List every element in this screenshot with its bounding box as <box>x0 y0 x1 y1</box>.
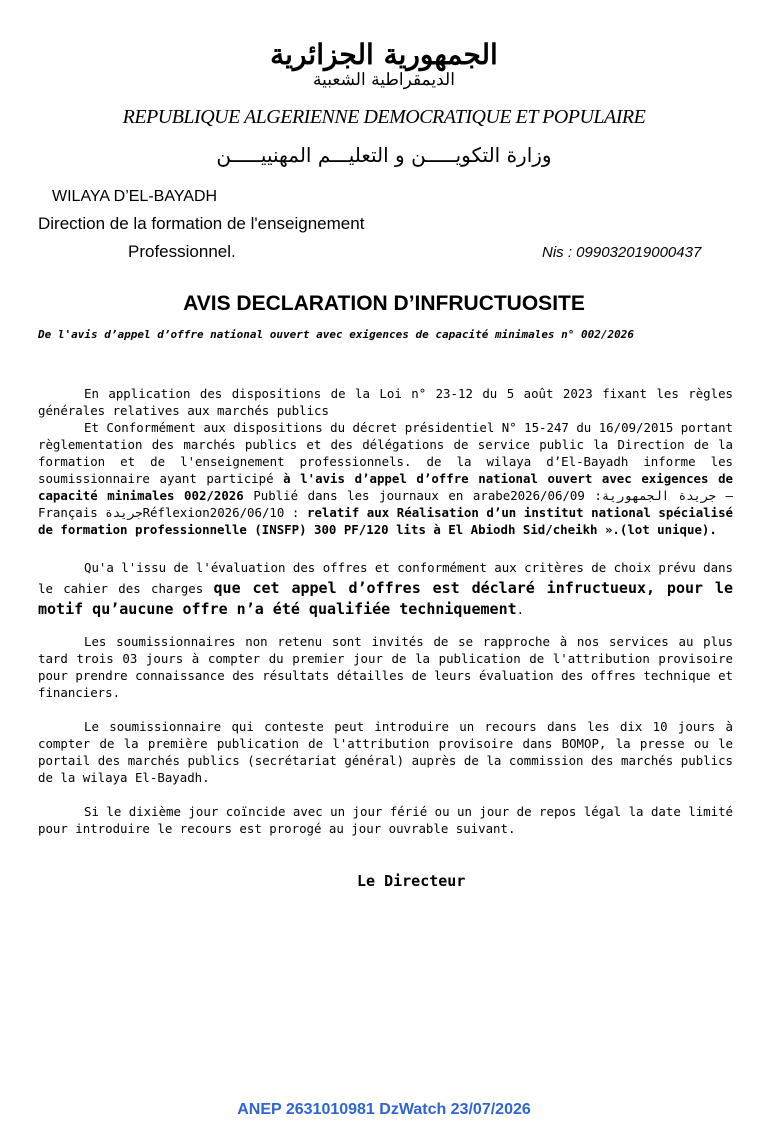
p1-decree-text: Et Conformément aux dispositions du décret présidentiel N° 15-247 du 16/09/2015 portant règlementation des marchés publics et des délégations de service public la Direction de la formation et de l'enseignement professionnels. de la wilaya d’El-Bayadh informe les soumissionnaire ayant participé <box>38 420 734 486</box>
p1-tender-ref: à l'avis d’appel d’offre national ouvert avec exigences de capacité minimales 002/2026 <box>38 471 733 503</box>
direction-line-1: Direction de la formation de l'enseignement <box>38 214 365 233</box>
p1-project-text: relatif aux Réalisation d’un institut national spécialisé de formation professionnelle (INSFP) 300 PF/120 lits à El Abiodh Sid/cheikh ».(lot unique). <box>38 505 733 537</box>
wilaya-label: WILAYA D’EL-BAYADH <box>52 188 218 205</box>
p2-end: . <box>516 602 525 617</box>
notice-title: AVIS DECLARATION D’INFRUCTUOSITE <box>183 292 585 315</box>
direction-line-2: Professionnel. <box>128 242 236 261</box>
arabic-republic-title: الجمهورية الجزائرية <box>270 38 498 71</box>
p3-text: Les soumissionnaires non retenu sont invités de se rapproche à nos services au plus tard trois 03 jours à compter du premier jour de la publication de l'attribution provisoire pour prendre connaissance des résultats détailles de leurs évaluation des offres technique et financiers. <box>38 634 733 700</box>
footer-reference: ANEP 2631010981 DzWatch 23/07/2026 <box>237 1101 531 1118</box>
signature: Le Directeur <box>357 872 466 890</box>
p1-publication-text: Publié dans les journaux en arabe2026/06/09 :جريدة الجمهورية – Français جريدةRéflexion2026/06/10 : <box>38 488 734 520</box>
p1-law-text: En application des dispositions de la Loi n° 23-12 du 5 août 2023 fixant les règles générales relatives aux marchés publics <box>38 386 733 418</box>
p4-text: Le soumissionnaire qui conteste peut introduire un recours dans les dix 10 jours à compter de la première publication de l'attribution provisoire dans BOMOP, la presse ou le portail des marchés publics (secrétariat général) auprès de la commission des marchés publics de la wilaya El-Bayadh. <box>38 719 733 785</box>
p2-decision: que cet appel d’offres est déclaré infructueux, pour le motif qu’aucune offre n’a été qualifiée techniquement <box>38 579 733 618</box>
paragraph-deadline <box>38 803 733 837</box>
p5-text: Si le dixième jour coïncide avec un jour férié ou un jour de repos légal la date limité pour introduire le recours est prorogé au jour ouvrable suivant. <box>38 804 734 836</box>
paragraph-invitation <box>38 633 733 701</box>
notice-subtitle: De l'avis d’appel d’offre national ouvert avec exigences de capacité minimales n° 002/2026 <box>38 328 635 341</box>
paragraph-result <box>38 557 733 620</box>
paragraph-legal-basis <box>38 385 733 538</box>
republic-header: REPUBLIQUE ALGERIENNE DEMOCRATIQUE ET POPULAIRE <box>122 106 646 128</box>
arabic-ministry: وزارة التكويـــــن و التعليـــم المهنييـــــن <box>216 143 552 167</box>
arabic-democratic-subtitle: الديمقراطية الشعبية <box>313 70 455 90</box>
paragraph-appeal <box>38 718 733 786</box>
nis-number: Nis : 099032019000437 <box>542 244 702 261</box>
p2-intro: Qu'a l'issu de l'évaluation des offres et conformément aux critères de choix prévu dans le cahier des charges <box>38 560 734 596</box>
